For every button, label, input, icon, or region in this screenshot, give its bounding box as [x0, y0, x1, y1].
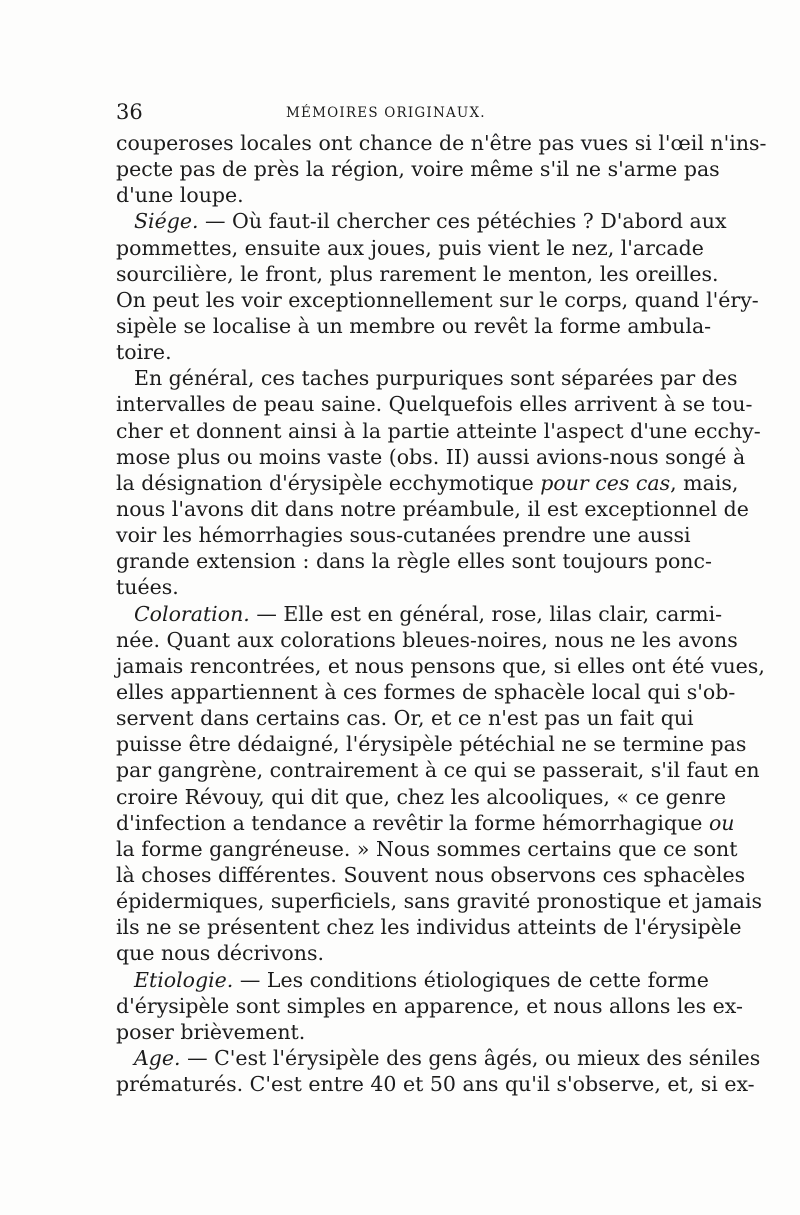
line-text: prématurés. C'est entre 40 et 50 ans qu'il s'observe, et, si ex- [116, 1072, 755, 1097]
line-text: toire. [116, 340, 172, 365]
text-line [116, 470, 739, 496]
line-text: sourcilière, le front, plus rarement le menton, les oreilles. [116, 261, 719, 286]
section-heading: Etiologie. [134, 967, 234, 992]
text-line [116, 757, 760, 783]
line-text: la forme gangréneuse. » Nous sommes certains que ce sont [116, 836, 738, 861]
section-heading: Coloration. [134, 601, 250, 626]
text-line [116, 261, 719, 287]
text-line [116, 339, 686, 365]
line-text: cher et donnent ainsi à la partie atteinte l'aspect d'une ecchy- [116, 418, 761, 443]
text-line [116, 418, 761, 444]
text-line [116, 574, 686, 600]
text-line [116, 862, 746, 888]
line-text: jamais rencontrées, et nous pensons que, si elles ont été vues, [116, 653, 765, 678]
line-text: la désignation d'érysipèle ecchymotique [116, 470, 541, 495]
line-text: née. Quant aux colorations bleues-noires, nous ne les avons [116, 627, 738, 652]
line-text: épidermiques, superficiels, sans gravité pronostique et jamais [116, 889, 763, 914]
page-number: 36 [116, 100, 143, 124]
line-text: intervalles de peau saine. Quelquefois elles arrivent à se tou- [116, 392, 753, 417]
line-text-tail: , mais, [670, 470, 739, 495]
text-line [116, 679, 736, 705]
line-text: là choses différentes. Souvent nous observons ces sphacèles [116, 862, 746, 887]
text-line [116, 365, 738, 391]
text-line [116, 993, 743, 1019]
running-head [116, 100, 686, 124]
line-text: servent dans certains cas. Or, et ce n'est pas un fait qui [116, 706, 694, 731]
text-line [116, 313, 712, 339]
text-line [116, 601, 723, 627]
text-line [116, 940, 686, 966]
line-text: En général, ces taches purpuriques sont séparées par des [134, 366, 738, 391]
line-text: croire Révouy, qui dit que, chez les alcooliques, « ce genre [116, 784, 727, 809]
text-line [116, 836, 738, 862]
line-text: grande extension : dans la règle elles sont toujours ponc- [116, 549, 712, 574]
text-line [116, 208, 727, 234]
line-text: par gangrène, contrairement à ce qui se passerait, s'il faut en [116, 758, 760, 783]
text-line [116, 391, 753, 417]
line-text: d'une loupe. [116, 183, 244, 208]
text-line [116, 705, 694, 731]
text-line [116, 287, 759, 313]
line-text: couperoses locales ont chance de n'être pas vues si l'œil n'ins- [116, 131, 767, 155]
line-text: d'infection a tendance a revêtir la forme hémorrhagique [116, 810, 709, 835]
line-text: — Elle est en général, rose, lilas clair, carmi- [249, 601, 723, 626]
running-title: MÉMOIRES ORIGINAUX. [286, 105, 486, 121]
line-text: pecte pas de près la région, voire même s'il ne s'arme pas [116, 157, 720, 182]
section-heading: Siége. [134, 209, 199, 234]
italic-phrase: ou [708, 810, 735, 835]
text-line [116, 444, 746, 470]
text-line [116, 182, 686, 208]
text-line [116, 522, 691, 548]
text-line [116, 548, 712, 574]
text-line [116, 156, 720, 182]
text-line [116, 810, 735, 836]
text-line [116, 1071, 755, 1097]
text-line [116, 731, 747, 757]
text-line [116, 784, 727, 810]
text-line [116, 653, 765, 679]
text-line [116, 1045, 761, 1071]
line-text: mose plus ou moins vaste (obs. II) aussi avions-nous songé à [116, 444, 746, 469]
line-text: tuées. [116, 575, 179, 600]
line-text: — Les conditions étiologiques de cette forme [233, 967, 709, 992]
line-text: poser brièvement. [116, 1019, 306, 1044]
text-line [116, 967, 709, 993]
text-line [116, 235, 704, 261]
line-text: nous l'avons dit dans notre préambule, il est exceptionnel de [116, 496, 749, 521]
italic-phrase: pour ces cas [540, 470, 671, 495]
line-text: voir les hémorrhagies sous-cutanées prendre une aussi [116, 523, 691, 548]
section-heading: Age. [134, 1045, 181, 1070]
line-text: elles appartiennent à ces formes de sphacèle local qui s'ob- [116, 679, 736, 704]
text-line [116, 914, 742, 940]
text-line [116, 130, 767, 156]
line-text: puisse être dédaigné, l'érysipèle pétéchial ne se termine pas [116, 732, 747, 757]
line-text: sipèle se localise à un membre ou revêt la forme ambula- [116, 313, 712, 338]
text-line [116, 888, 763, 914]
line-text: que nous décrivons. [116, 941, 325, 966]
line-text: d'érysipèle sont simples en apparence, et nous allons les ex- [116, 993, 743, 1018]
line-text: ils ne se présentent chez les individus atteints de l'érysipèle [116, 915, 742, 940]
line-text: pommettes, ensuite aux joues, puis vient le nez, l'arcade [116, 235, 704, 260]
body-text [116, 130, 767, 1097]
line-text: — C'est l'érysipèle des gens âgés, ou mieux des séniles [180, 1045, 761, 1070]
text-line [116, 1019, 686, 1045]
line-text: On peut les voir exceptionnellement sur le corps, quand l'éry- [116, 287, 759, 312]
text-line [116, 496, 749, 522]
text-line [116, 627, 738, 653]
line-text: — Où faut-il chercher ces pétéchies ? D'abord aux [198, 209, 727, 234]
